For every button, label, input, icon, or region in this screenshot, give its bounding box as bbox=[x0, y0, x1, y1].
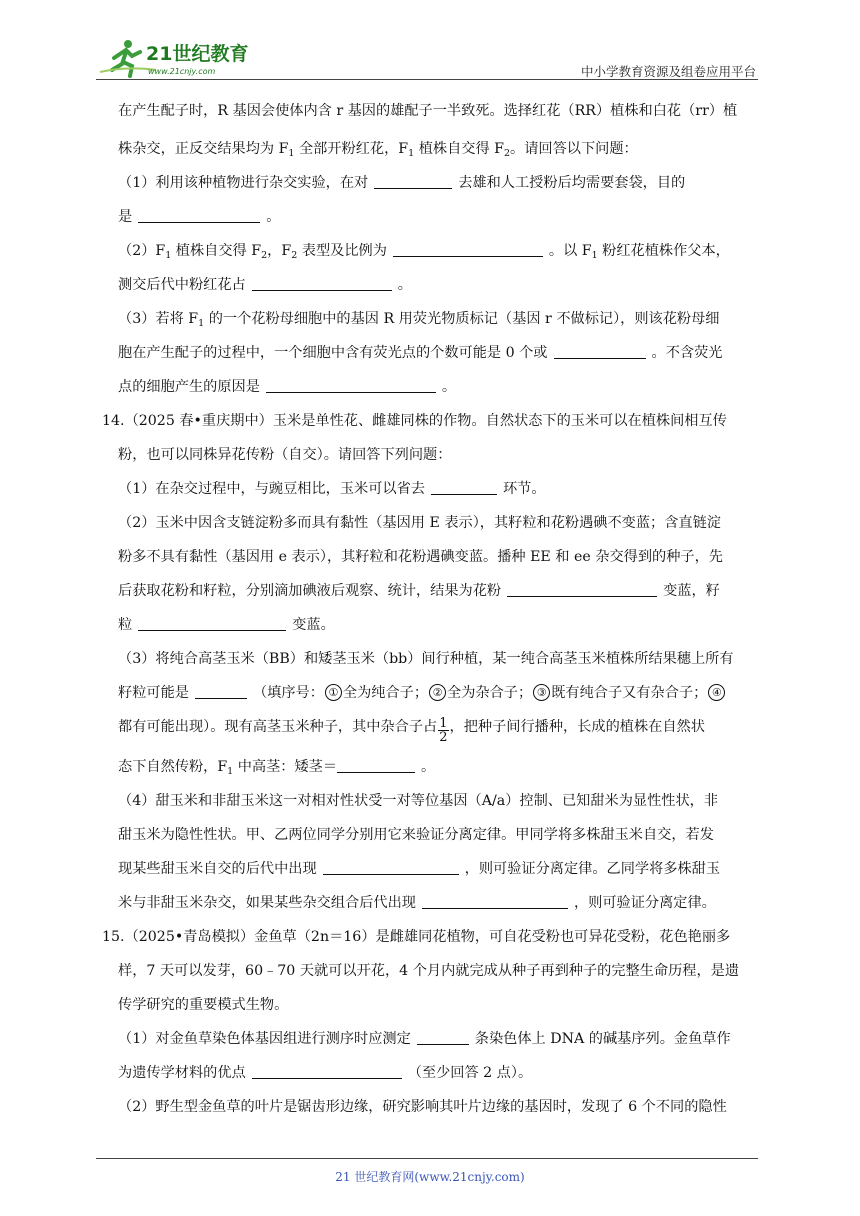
answer-blank[interactable] bbox=[252, 276, 392, 291]
svg-text:www.21cnjy.com: www.21cnjy.com bbox=[148, 67, 216, 76]
circled-number: ③ bbox=[533, 684, 550, 701]
text-line: （2）玉米中因含支链淀粉多而具有黏性（基因用 E 表示），其籽粒和花粉遇碘不变蓝；含直链淀 bbox=[118, 515, 721, 531]
circled-number: ② bbox=[429, 684, 446, 701]
text-line: 粒 变蓝。 bbox=[118, 617, 335, 633]
text-line: （3）若将 $F_1$ 的一个花粉母细胞中的基因 R 用荧光物质标记（基因 r 不做标记），则该花粉母细 bbox=[118, 311, 720, 329]
circled-number: ④ bbox=[708, 684, 725, 701]
answer-blank[interactable] bbox=[554, 344, 646, 359]
text-line: （2）野生型金鱼草的叶片是锯齿形边缘，研究影响其叶片边缘的基因时，发现了 6 个不同的隐性 bbox=[118, 1099, 727, 1115]
text-line: 测交后代中粉红花占 。 bbox=[118, 277, 412, 293]
text-line: 粉多不具有黏性（基因用 e 表示），其籽粒和花粉遇碘变蓝。播种 EE 和 ee 杂交得到的种子，先 bbox=[118, 549, 723, 565]
text-line: （4）甜玉米和非甜玉米这一对相对性状受一对等位基因（A/a）控制、已知甜米为显性性状，非 bbox=[118, 793, 719, 809]
header-divider bbox=[96, 79, 758, 80]
fraction: $\frac{1}{2}$ bbox=[439, 716, 448, 745]
answer-blank[interactable] bbox=[337, 758, 415, 773]
text-line: （1）利用该种植物进行杂交实验，在对 去雄和人工授粉后均需要套袋，目的 bbox=[118, 175, 686, 191]
answer-blank[interactable] bbox=[374, 174, 452, 189]
text-line: 态下自然传粉，$F_1$ 中高茎：矮茎＝ 。 bbox=[118, 759, 436, 777]
footer-divider bbox=[96, 1158, 758, 1159]
text-line: $(2)F_1$ 植株自交得 $F_2$，$F_2$ 表型及比例为 。以 $F_1$ 粉红花植株作父本， bbox=[118, 243, 730, 261]
text-line: 传学研究的重要模式生物。 bbox=[118, 997, 289, 1013]
answer-blank[interactable] bbox=[393, 242, 543, 257]
text-line: 都有可能出现）。现有高茎玉米种子，其中杂合子占 $\frac{1}{2}$ ，把种子间行播种，长成的植株在自然状 bbox=[118, 716, 705, 745]
text-line: （1）在杂交过程中，与豌豆相比，玉米可以省去 环节。 bbox=[118, 481, 546, 497]
answer-blank[interactable] bbox=[422, 894, 568, 909]
text-line: 现某些甜玉米自交的后代中出现 ，则可验证分离定律。乙同学将多株甜玉 bbox=[118, 861, 721, 877]
page-header bbox=[96, 36, 756, 80]
question-15-heading: 15.（2025•青岛模拟）金鱼草（2n＝16）是雌雄同花植物，可自花受粉也可异花受粉，花色艳丽多 bbox=[102, 929, 731, 945]
text-line: 胞在产生配子的过程中，一个细胞中含有荧光点的个数可能是 0 个或 。不含荧光 bbox=[118, 345, 723, 361]
svg-text:21世纪教育: 21世纪教育 bbox=[146, 43, 249, 65]
text-line: 粉，也可以同株异花传粉（自交）。请回答下列问题： bbox=[118, 447, 452, 463]
text-line: 是 。 bbox=[118, 209, 281, 225]
text-line: 甜玉米为隐性性状。甲、乙两位同学分别用它来验证分离定律。甲同学将多株甜玉米自交，若发 bbox=[118, 827, 714, 843]
answer-blank[interactable] bbox=[431, 480, 497, 495]
logo bbox=[96, 36, 276, 80]
text-line: 为遗传学材料的优点 （至少回答 2 点）。 bbox=[118, 1065, 533, 1081]
question-14-heading: 14.（2025 春•重庆期中）玉米是单性花、雌雄同株的作物。自然状态下的玉米可以在植株间相互传 bbox=[102, 413, 727, 429]
answer-blank[interactable] bbox=[138, 208, 260, 223]
text-line: 在产生配子时，R 基因会使体内含 r 基因的雄配子一半致死。选择红花（RR）植株和白花（rr）植 bbox=[118, 103, 738, 119]
text-line: 株杂交，正反交结果均为 $F_1$ 全部开粉红花，$F_1$ 植株自交得 $F_2$。请回答以下问题： bbox=[118, 141, 638, 159]
answer-blank[interactable] bbox=[266, 378, 436, 393]
answer-blank[interactable] bbox=[323, 860, 459, 875]
text-line: 样，7 天可以发芽，60﹣70 天就可以开花，4 个月内就完成从种子再到种子的完整生命历程，是遗 bbox=[118, 963, 740, 979]
header-platform-text: 中小学教育资源及组卷应用平台 bbox=[580, 64, 756, 79]
page-footer[interactable]: 21 世纪教育网(www.21cnjy.com) bbox=[335, 1170, 525, 1184]
text-line: 籽粒可能是 （填序号： ① 全为纯合子； ② 全为杂合子； ③ 既有纯合子又有杂合子； ④ bbox=[118, 683, 726, 703]
text-line: 后获取花粉和籽粒，分别滴加碘液后观察、统计，结果为花粉 变蓝，籽 bbox=[118, 583, 720, 599]
answer-blank[interactable] bbox=[252, 1064, 402, 1079]
answer-blank[interactable] bbox=[138, 616, 286, 631]
answer-blank[interactable] bbox=[507, 582, 657, 597]
text-line: （1）对金鱼草染色体基因组进行测序时应测定 条染色体上 DNA 的碱基序列。金鱼草作 bbox=[118, 1031, 731, 1047]
circled-number: ① bbox=[325, 684, 342, 701]
text-line: 点的细胞产生的原因是 。 bbox=[118, 379, 457, 395]
text-line: 米与非甜玉米杂交，如果某些杂交组合后代出现 ，则可验证分离定律。 bbox=[118, 895, 716, 911]
answer-blank[interactable] bbox=[195, 684, 247, 699]
text-line: （3）将纯合高茎玉米（BB）和矮茎玉米（bb）间行种植，某一纯合高茎玉米植株所结果穗上所有 bbox=[118, 651, 734, 667]
answer-blank[interactable] bbox=[417, 1030, 469, 1045]
